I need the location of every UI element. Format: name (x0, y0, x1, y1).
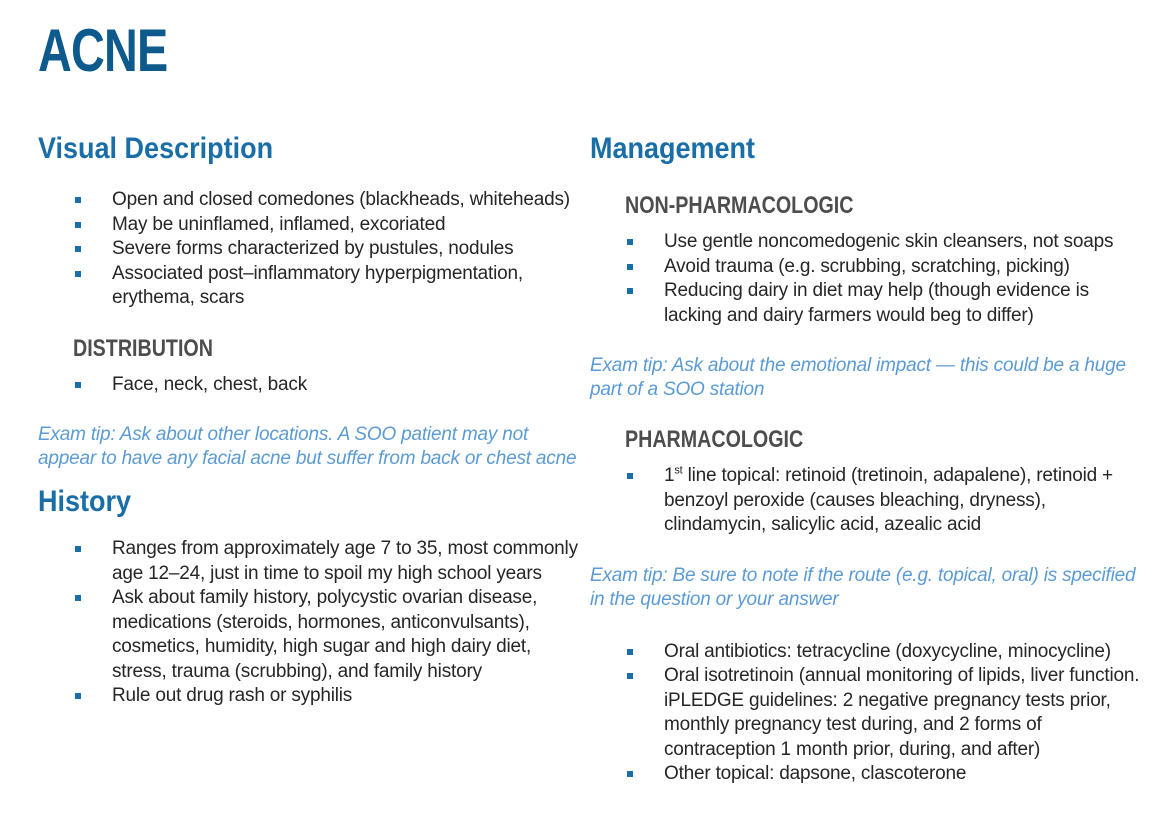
list-item: 1st line topical: retinoid (tretinoin, adapalene), retinoid + benzoyl peroxide (causes bleaching, dryness), clindamycin, salicylic acid, azealic acid (664, 464, 1144, 538)
list-item: Ask about family history, polycystic ovarian disease, medications (steroids, hormones, anticonvulsants), cosmetics, humidity, high sugar and high dairy diet, stress, trauma (scrubbing), and family history (112, 586, 582, 684)
left-column (38, 130, 578, 709)
management-heading: Management (590, 132, 756, 165)
list-item: Other topical: dapsone, clascoterone (664, 762, 1144, 787)
visual-description-heading: Visual Description (38, 132, 274, 165)
bullet-icon (75, 246, 81, 252)
bullet-icon (75, 197, 81, 203)
list-item: Use gentle noncomedogenic skin cleansers, not soaps (664, 230, 1124, 255)
list-item: Oral isotretinoin (annual monitoring of lipids, liver function. iPLEDGE guidelines: 2 negative pregnancy tests prior, monthly pregnancy test during, and 2 forms of contraception 1 month prior, during, and after) (664, 664, 1144, 762)
bullet-icon (75, 595, 81, 601)
bullet-icon (75, 271, 81, 277)
list-item: Rule out drug rash or syphilis (112, 684, 582, 709)
non-pharmacologic-list (590, 230, 1124, 328)
list-item: Avoid trauma (e.g. scrubbing, scratching, picking) (664, 255, 1124, 280)
bullet-icon (75, 546, 81, 552)
page-title: ACNE (38, 17, 168, 84)
distribution-list (38, 373, 578, 398)
list-item: Face, neck, chest, back (112, 373, 578, 398)
list-item: Associated post–inflammatory hyperpigmentation, erythema, scars (112, 262, 578, 311)
bullet-icon (627, 239, 633, 245)
pharmacologic-heading: PHARMACOLOGIC (625, 426, 804, 453)
bullet-icon (627, 473, 633, 479)
bullet-icon (627, 649, 633, 655)
list-item: May be uninflamed, inflamed, excoriated (112, 213, 578, 238)
non-pharmacologic-heading: NON-PHARMACOLOGIC (625, 192, 854, 219)
list-item: Oral antibiotics: tetracycline (doxycycline, minocycline) (664, 640, 1144, 665)
list-item: Ranges from approximately age 7 to 35, most commonly age 12–24, just in time to spoil my high school years (112, 537, 582, 586)
history-list (38, 537, 582, 709)
exam-tip-route: Exam tip: Be sure to note if the route (e.g. topical, oral) is specified in the question or your answer (590, 564, 1136, 610)
pharmacologic-list (590, 464, 1144, 538)
bullet-icon (627, 771, 633, 777)
exam-tip-emotional-impact: Exam tip: Ask about the emotional impact — this could be a huge part of a SOO station (590, 355, 1126, 400)
list-item: Reducing dairy in diet may help (though evidence is lacking and dairy farmers would beg to differ) (664, 279, 1124, 328)
bullet-icon (75, 693, 81, 699)
bullet-icon (627, 288, 633, 294)
right-column (590, 130, 1150, 787)
list-item: Open and closed comedones (blackheads, whiteheads) (112, 188, 578, 213)
more-pharmacologic-list (590, 640, 1144, 787)
bullet-icon (627, 673, 633, 679)
exam-tip-locations: Exam tip: Ask about other locations. A SOO patient may not appear to have any facial acne but suffer from back or chest acne (38, 424, 577, 469)
bullet-icon (627, 264, 633, 270)
distribution-heading: DISTRIBUTION (73, 334, 213, 362)
bullet-icon (75, 222, 81, 228)
visual-description-list (38, 188, 578, 311)
history-heading: History (38, 485, 132, 518)
list-item: Severe forms characterized by pustules, nodules (112, 237, 578, 262)
bullet-icon (75, 382, 81, 388)
